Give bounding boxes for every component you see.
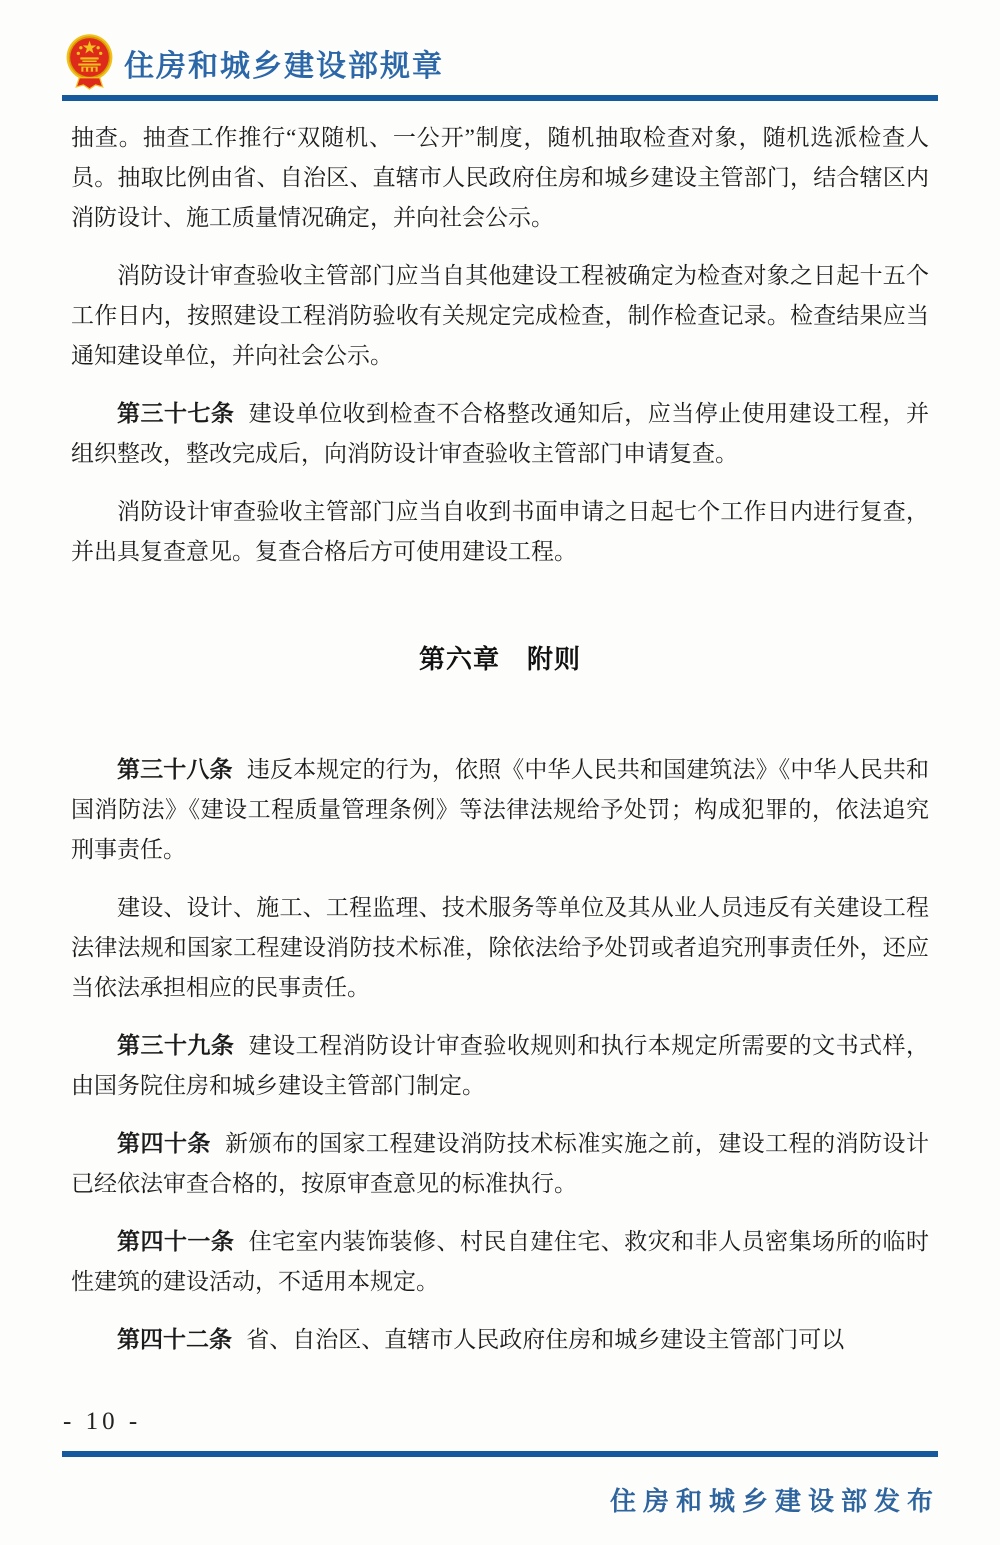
paragraph: 第四十二条 省、自治区、直辖市人民政府住房和城乡建设主管部门可以: [117, 1327, 845, 1352]
article-number: 第三十九条: [117, 1033, 235, 1058]
page-number: - 10 -: [63, 1408, 142, 1435]
header-brand: [66, 34, 444, 91]
document-body: [71, 118, 929, 1378]
paragraph: 第四十一条 住宅室内装饰装修、村民自建住宅、救灾和非人员密集场所的临时性建筑的建设活动，不适用本规定。: [71, 1229, 930, 1294]
paragraph: 第三十八条 违反本规定的行为，依照《中华人民共和国建筑法》《中华人民共和国消防法》《建设工程质量管理条例》等法律法规给予处罚；构成犯罪的，依法追究刑事责任。: [71, 757, 929, 862]
paragraph: 抽查。抽查工作推行“双随机、一公开”制度，随机抽取检查对象，随机选派检查人员。抽取比例由省、自治区、直辖市人民政府住房和城乡建设主管部门，结合辖区内消防设计、施工质量情况确定，并向社会公示。: [71, 125, 929, 230]
header-title: 住房和城乡建设部规章: [124, 49, 444, 83]
article-number: 第四十一条: [117, 1229, 235, 1254]
article-number: 第三十七条: [117, 401, 235, 426]
national-emblem-icon: [66, 34, 113, 91]
paragraph: 消防设计审查验收主管部门应当自收到书面申请之日起七个工作日内进行复查，并出具复查意见。复查合格后方可使用建设工程。: [71, 499, 929, 564]
publisher-label: 住房和城乡建设部发布: [609, 1487, 940, 1516]
chapter-heading: 第六章 附则: [418, 645, 581, 674]
header-rule: [62, 95, 938, 101]
paragraph: 第三十七条 建设单位收到检查不合格整改通知后，应当停止使用建设工程，并组织整改，整改完成后，向消防设计审查验收主管部门申请复查。: [71, 401, 930, 466]
paragraph: 建设、设计、施工、工程监理、技术服务等单位及其从业人员违反有关建设工程法律法规和国家工程建设消防技术标准，除依法给予处罚或者追究刑事责任外，还应当依法承担相应的民事责任。: [71, 895, 929, 1000]
article-number: 第四十条: [117, 1131, 211, 1156]
paragraph: 第四十条 新颁布的国家工程建设消防技术标准实施之前，建设工程的消防设计已经依法审查合格的，按原审查意见的标准执行。: [71, 1131, 930, 1196]
paragraph: 第三十九条 建设工程消防设计审查验收规则和执行本规定所需要的文书式样，由国务院住房和城乡建设主管部门制定。: [71, 1033, 930, 1098]
footer-rule: [62, 1451, 938, 1457]
article-number: 第四十二条: [117, 1327, 232, 1352]
paragraph: 消防设计审查验收主管部门应当自其他建设工程被确定为检查对象之日起十五个工作日内，按照建设工程消防验收有关规定完成检查，制作检查记录。检查结果应当通知建设单位，并向社会公示。: [71, 263, 929, 368]
article-number: 第三十八条: [117, 757, 233, 782]
